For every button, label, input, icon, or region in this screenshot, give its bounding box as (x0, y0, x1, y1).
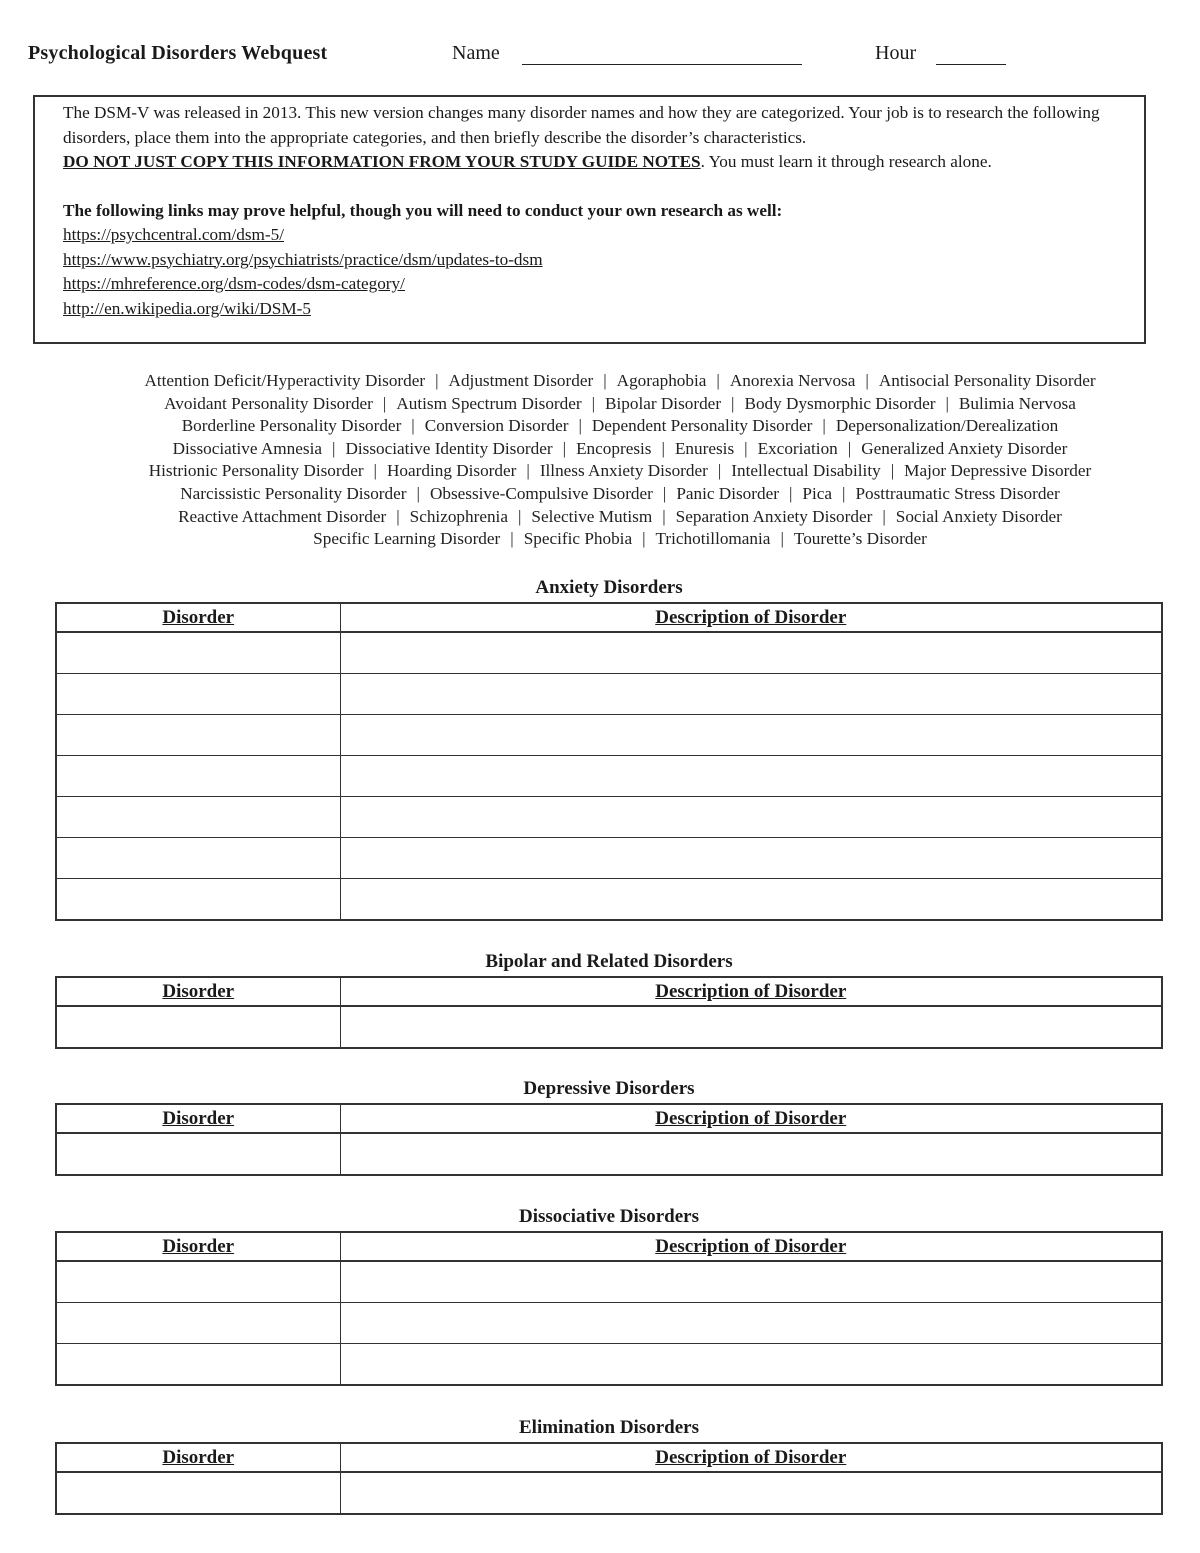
disorder-column-header: Disorder (56, 1443, 340, 1472)
name-blank-field[interactable] (522, 64, 802, 65)
hour-blank-field[interactable] (936, 64, 1006, 65)
description-cell[interactable] (340, 1006, 1162, 1048)
category-section (55, 948, 1163, 1049)
links-intro: The following links may prove helpful, though you will need to conduct your own research as well: (63, 200, 783, 220)
link-wikipedia[interactable]: http://en.wikipedia.org/wiki/DSM-5 (63, 298, 311, 318)
category-title: Elimination Disorders (519, 1417, 699, 1438)
description-column-header: Description of Disorder (340, 1443, 1162, 1472)
category-table (55, 976, 1163, 1049)
disorder-term: Conversion Disorder (424, 416, 569, 436)
description-cell[interactable] (340, 1472, 1162, 1514)
table-row (56, 1133, 1162, 1175)
description-column-header: Description of Disorder (340, 977, 1162, 1006)
disorder-term: Borderline Personality Disorder (181, 416, 402, 436)
disorder-term: Dissociative Amnesia (172, 438, 322, 458)
table-row (56, 1344, 1162, 1386)
word-bank-separator: | (865, 371, 869, 390)
disorder-column-header: Disorder (56, 1232, 340, 1261)
name-label: Name (452, 42, 500, 64)
disorder-column-header: Disorder (56, 603, 340, 632)
description-cell[interactable] (340, 838, 1162, 879)
disorder-column-header: Disorder (56, 977, 340, 1006)
disorder-cell[interactable] (56, 879, 340, 921)
table-row (56, 1303, 1162, 1344)
instructions-research: . You must learn it through research alone. (700, 152, 992, 171)
disorder-term: Selective Mutism (531, 506, 653, 526)
table-row (56, 797, 1162, 838)
category-table (55, 1103, 1163, 1176)
word-bank-separator: | (562, 438, 567, 458)
disorder-term: Agoraphobia (616, 371, 707, 390)
hour-label: Hour (875, 42, 917, 64)
disorder-term: Adjustment Disorder (448, 371, 594, 390)
description-cell[interactable] (340, 674, 1162, 715)
disorder-cell[interactable] (56, 756, 340, 797)
word-bank-line (40, 393, 1200, 416)
word-bank-separator: | (716, 371, 720, 390)
table-row (56, 838, 1162, 879)
disorder-term: Separation Anxiety Disorder (675, 506, 873, 526)
disorder-term: Illness Anxiety Disorder (539, 461, 708, 481)
disorder-word-bank (40, 370, 1200, 551)
word-bank-separator: | (882, 506, 886, 526)
disorder-term: Generalized Anxiety Disorder (861, 438, 1068, 458)
disorder-term: Tourette’s Disorder (793, 529, 927, 549)
disorder-term: Antisocial Personality Disorder (878, 371, 1096, 390)
category-section (55, 1203, 1163, 1386)
word-bank-line (40, 528, 1200, 551)
description-cell[interactable] (340, 1344, 1162, 1386)
disorder-term: Body Dysmorphic Disorder (744, 393, 936, 413)
word-bank-separator: | (517, 506, 522, 526)
disorder-term: Dependent Personality Disorder (591, 416, 813, 436)
table-row (56, 632, 1162, 674)
disorder-term: Pica (802, 483, 832, 503)
word-bank-line (40, 370, 1200, 393)
disorder-term: Autism Spectrum Disorder (396, 393, 582, 413)
category-title: Dissociative Disorders (519, 1206, 699, 1227)
table-row (56, 674, 1162, 715)
word-bank-separator: | (744, 438, 748, 458)
word-bank-separator: | (396, 506, 400, 526)
disorder-term: Hoarding Disorder (387, 461, 517, 481)
category-title: Anxiety Disorders (535, 577, 683, 598)
disorder-term: Trichotillomania (655, 529, 771, 549)
disorder-cell[interactable] (56, 1344, 340, 1386)
disorder-cell[interactable] (56, 715, 340, 756)
disorder-term: Depersonalization/Derealization (835, 416, 1059, 436)
link-mhreference[interactable]: https://mhreference.org/dsm-codes/dsm-category/ (63, 274, 405, 293)
table-row (56, 879, 1162, 921)
word-bank-line (40, 483, 1200, 506)
word-bank-separator: | (382, 393, 387, 413)
word-bank-line (40, 506, 1200, 529)
table-row (56, 1006, 1162, 1048)
disorder-column-header: Disorder (56, 1104, 340, 1133)
disorder-term: Histrionic Personality Disorder (148, 461, 364, 481)
disorder-term: Obsessive-Compulsive Disorder (429, 483, 653, 503)
word-bank-separator: | (945, 393, 949, 413)
category-table (55, 1231, 1163, 1386)
category-section (55, 574, 1163, 921)
word-bank-separator: | (717, 461, 722, 481)
disorder-cell[interactable] (56, 632, 340, 674)
category-section (55, 1075, 1163, 1176)
description-column-header: Description of Disorder (340, 1232, 1162, 1261)
disorder-term: Specific Learning Disorder (313, 529, 501, 549)
disorder-term: Social Anxiety Disorder (895, 506, 1062, 526)
instructions-box (33, 95, 1146, 344)
description-column-header: Description of Disorder (340, 1104, 1162, 1133)
table-row (56, 715, 1162, 756)
word-bank-separator: | (661, 438, 665, 458)
word-bank-separator: | (890, 461, 895, 481)
word-bank-separator: | (788, 483, 793, 503)
word-bank-separator: | (822, 416, 826, 436)
page-header (28, 42, 1178, 72)
description-cell[interactable] (340, 797, 1162, 838)
disorder-term: Bulimia Nervosa (958, 393, 1076, 413)
word-bank-separator: | (603, 371, 607, 390)
description-column-header: Description of Disorder (340, 603, 1162, 632)
disorder-cell[interactable] (56, 1303, 340, 1344)
disorder-cell[interactable] (56, 674, 340, 715)
disorder-cell[interactable] (56, 1472, 340, 1514)
word-bank-separator: | (731, 393, 735, 413)
disorder-term: Avoidant Personality Disorder (164, 393, 373, 413)
disorder-term: Narcissistic Personality Disorder (180, 483, 407, 503)
disorder-term: Attention Deficit/Hyperactivity Disorder (144, 371, 426, 390)
disorder-term: Dissociative Identity Disorder (345, 438, 553, 458)
disorder-term: Bipolar Disorder (605, 393, 722, 413)
disorder-term: Schizophrenia (409, 506, 508, 526)
word-bank-line (40, 438, 1200, 461)
disorder-cell[interactable] (56, 1133, 340, 1175)
word-bank-line (40, 415, 1200, 438)
link-psychiatry-org[interactable]: https://www.psychiatry.org/psychiatrists/practice/dsm/updates-to-dsm (63, 249, 543, 269)
worksheet-title: Psychological Disorders Webquest (28, 42, 328, 64)
category-section (55, 1414, 1163, 1515)
word-bank-line (40, 460, 1200, 483)
instructions-text (63, 101, 1144, 175)
disorder-term: Posttraumatic Stress Disorder (855, 483, 1060, 503)
table-row (56, 1261, 1162, 1303)
word-bank-separator: | (510, 529, 514, 549)
word-bank-separator: | (847, 438, 852, 458)
description-cell[interactable] (340, 756, 1162, 797)
word-bank-separator: | (780, 529, 784, 549)
word-bank-separator: | (373, 461, 377, 481)
category-title: Depressive Disorders (523, 1078, 695, 1099)
description-cell[interactable] (340, 1261, 1162, 1303)
disorder-term: Intellectual Disability (731, 461, 881, 481)
instructions-intro: The DSM-V was released in 2013. This new version changes many disorder names and how they are categorized. Your job is to research the following disorders, place them into the appropriate categories, and then briefly describe the disorder’s characteristics. (63, 103, 1100, 147)
disorder-term: Reactive Attachment Disorder (178, 506, 387, 526)
warning-text: DO NOT JUST COPY THIS INFORMATION FROM YOUR STUDY GUIDE NOTES (63, 152, 701, 171)
disorder-term: Enuresis (674, 438, 735, 458)
disorder-cell[interactable] (56, 1261, 340, 1303)
disorder-term: Panic Disorder (676, 483, 779, 503)
link-psychcentral[interactable]: https://psychcentral.com/dsm-5/ (63, 225, 285, 244)
word-bank-separator: | (526, 461, 530, 481)
disorder-cell[interactable] (56, 1006, 340, 1048)
word-bank-separator: | (842, 483, 846, 503)
description-cell[interactable] (340, 632, 1162, 674)
word-bank-separator: | (591, 393, 596, 413)
word-bank-separator: | (578, 416, 582, 436)
disorder-term: Specific Phobia (523, 529, 633, 549)
table-row (56, 1472, 1162, 1514)
word-bank-separator: | (642, 529, 646, 549)
category-table (55, 602, 1163, 921)
category-table (55, 1442, 1163, 1515)
disorder-term: Anorexia Nervosa (729, 371, 856, 390)
description-cell[interactable] (340, 715, 1162, 756)
word-bank-separator: | (662, 506, 666, 526)
word-bank-separator: | (411, 416, 415, 436)
word-bank-separator: | (416, 483, 420, 503)
description-cell[interactable] (340, 1133, 1162, 1175)
disorder-term: Encopresis (576, 438, 652, 458)
word-bank-separator: | (435, 371, 439, 390)
description-cell[interactable] (340, 879, 1162, 921)
word-bank-separator: | (331, 438, 336, 458)
description-cell[interactable] (340, 1303, 1162, 1344)
disorder-cell[interactable] (56, 838, 340, 879)
word-bank-separator: | (662, 483, 667, 503)
category-title: Bipolar and Related Disorders (485, 951, 733, 972)
disorder-term: Excoriation (757, 438, 838, 458)
disorder-cell[interactable] (56, 797, 340, 838)
disorder-term: Major Depressive Disorder (904, 461, 1092, 481)
table-row (56, 756, 1162, 797)
